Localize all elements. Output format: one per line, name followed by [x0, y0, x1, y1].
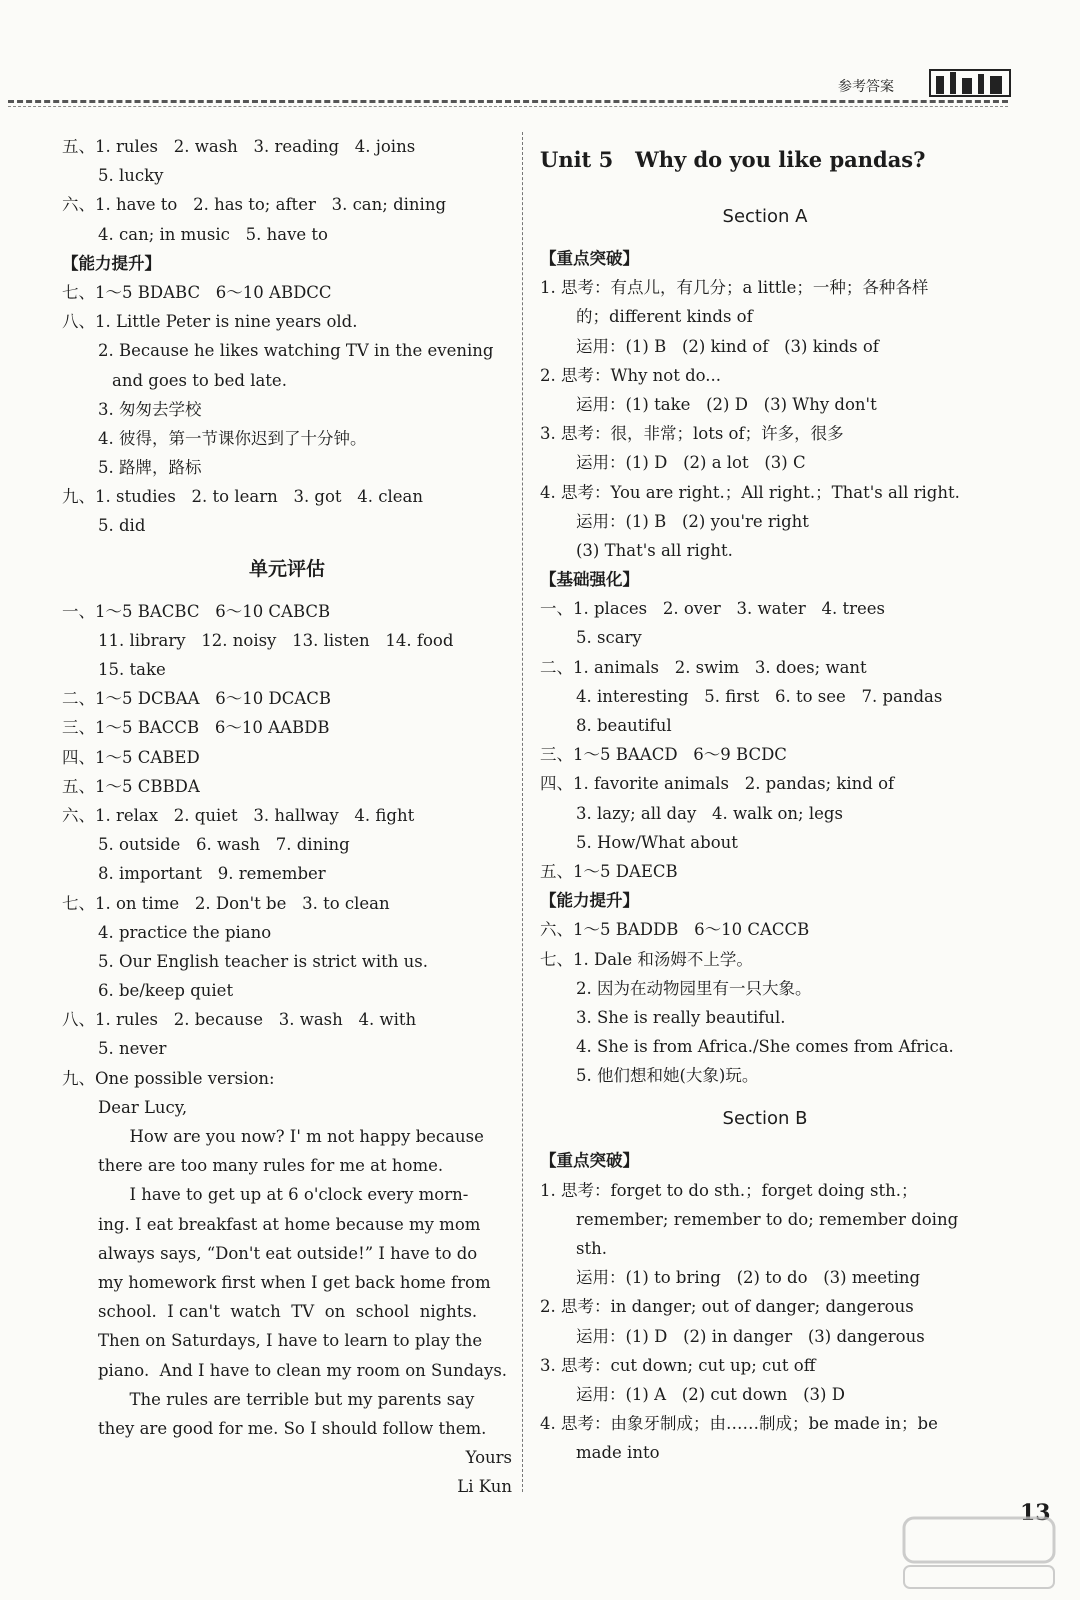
- left-line: 5. Our English teacher is strict with us.: [98, 951, 429, 971]
- right-line: 4. 思考：You are right.；All right.；That's all right.: [540, 482, 960, 502]
- right-line: 5. scary: [576, 628, 642, 648]
- right-line: 3. 思考：很，非常；lots of；许多，很多: [540, 424, 844, 444]
- left-line: school. I can't watch TV on school nights.: [98, 1302, 478, 1322]
- right-line: 1. 思考：有点儿，有几分；a little；一种；各种各样: [540, 278, 929, 298]
- right-line: 运用：(1) take (2) D (3) Why don't: [576, 394, 877, 414]
- right-line: 3. 思考：cut down; cut up; cut off: [540, 1355, 816, 1375]
- left-line: there are too many rules for me at home.: [98, 1156, 444, 1176]
- right-line: 运用：(1) B (2) you're right: [576, 511, 809, 531]
- left-line: 单元评估: [248, 557, 325, 580]
- left-line: 三、1～5 BACCB 6～10 AABDB: [62, 718, 330, 738]
- left-line: 五、1. rules 2. wash 3. reading 4. joins: [62, 137, 416, 156]
- left-line: 8. important 9. remember: [98, 864, 326, 884]
- left-line: they are good for me. So I should follow them.: [98, 1418, 487, 1438]
- left-line: 4. 彼得，第一节课你迟到了十分钟。: [98, 428, 367, 448]
- left-line: 九、One possible version:: [62, 1068, 275, 1088]
- left-line: 六、1. relax 2. quiet 3. hallway 4. fight: [62, 805, 415, 825]
- right-line: 三、1～5 BAACD 6～9 BCDC: [540, 745, 787, 765]
- right-line: sth.: [576, 1239, 607, 1258]
- right-line: 3. She is really beautiful.: [576, 1007, 786, 1027]
- left-line: 6. be/keep quiet: [98, 981, 234, 1001]
- left-line: 八、1. rules 2. because 3. wash 4. with: [62, 1010, 417, 1030]
- left-line: and goes to bed late.: [112, 370, 287, 390]
- right-line: 2. 因为在动物园里有一只大象。: [576, 978, 812, 998]
- header-decoration-icon: [928, 66, 1012, 100]
- right-line: 运用：(1) B (2) kind of (3) kinds of: [576, 336, 879, 356]
- left-line: Then on Saturdays, I have to learn to play the: [98, 1331, 483, 1351]
- left-line: How are you now? I' m not happy because: [98, 1127, 484, 1146]
- right-line: 5. How/What about: [576, 832, 738, 852]
- left-line: 5. never: [98, 1039, 167, 1059]
- right-line: 二、1. animals 2. swim 3. does; want: [540, 657, 867, 677]
- header-rule-secondary: [8, 106, 1008, 107]
- left-line: 5. lucky: [98, 166, 164, 186]
- right-line: 【重点突破】: [540, 1151, 639, 1171]
- right-line: Section B: [722, 1108, 808, 1130]
- left-line: ing. I eat breakfast at home because my mom: [98, 1214, 481, 1234]
- right-line: 1. 思考：forget to do sth.；forget doing sth.；: [540, 1180, 918, 1200]
- right-line: 六、1～5 BADDB 6～10 CACCB: [540, 920, 810, 940]
- left-line: Li Kun: [457, 1477, 512, 1497]
- right-line: 3. lazy; all day 4. walk on; legs: [576, 803, 843, 823]
- right-line: Section A: [722, 206, 808, 227]
- left-line: 四、1～5 CABED: [62, 747, 200, 767]
- left-line: 4. practice the piano: [98, 922, 272, 942]
- left-line: 七、1. on time 2. Don't be 3. to clean: [62, 893, 390, 913]
- left-line: The rules are terrible but my parents say: [98, 1389, 475, 1409]
- left-line: 一、1～5 BACBC 6～10 CABCB: [62, 601, 331, 621]
- right-line: 8. beautiful: [576, 716, 672, 735]
- left-line: always says, “Don't eat outside!” I have to do: [98, 1243, 478, 1263]
- left-line: my homework first when I get back home from: [98, 1272, 491, 1292]
- left-line: 二、1～5 DCBAA 6～10 DCACB: [62, 689, 332, 709]
- left-line: piano. And I have to clean my room on Sundays.: [98, 1360, 508, 1380]
- header-rule: [8, 100, 1008, 103]
- left-column: [62, 132, 512, 1501]
- left-line: 八、1. Little Peter is nine years old.: [62, 312, 358, 332]
- right-line: Unit 5 Why do you like pandas?: [540, 147, 926, 172]
- right-line: 4. She is from Africa./She comes from Africa.: [576, 1037, 954, 1057]
- right-line: 4. 思考：由象牙制成；由……制成；be made in；be: [540, 1414, 938, 1434]
- left-line: Dear Lucy,: [98, 1097, 188, 1117]
- header-title: 参考答案: [838, 79, 894, 95]
- left-line: 4. can; in music 5. have to: [98, 224, 328, 244]
- right-line: 的；different kinds of: [576, 307, 753, 327]
- right-line: 【能力提升】: [540, 891, 639, 911]
- left-line: 5. did: [98, 516, 146, 536]
- right-line: made into: [576, 1443, 660, 1463]
- column-divider: [522, 132, 523, 1492]
- left-line: 5. 路牌，路标: [98, 458, 202, 478]
- left-line: Yours: [465, 1448, 512, 1468]
- right-line: 运用：(1) to bring (2) to do (3) meeting: [576, 1268, 921, 1288]
- right-line: 五、1～5 DAECB: [540, 861, 678, 881]
- right-line: 运用：(1) D (2) a lot (3) C: [576, 453, 806, 473]
- page-number: 13: [1020, 1500, 1051, 1526]
- left-line: 六、1. have to 2. has to; after 3. can; dining: [62, 195, 447, 215]
- right-line: remember; remember to do; remember doing: [576, 1209, 959, 1229]
- left-line: 3. 匆匆去学校: [98, 399, 202, 419]
- left-line: 11. library 12. noisy 13. listen 14. food: [98, 630, 454, 650]
- right-line: 七、1. Dale 和汤姆不上学。: [540, 949, 753, 969]
- left-line: 七、1～5 BDABC 6～10 ABDCC: [62, 282, 332, 302]
- right-line: (3) That's all right.: [576, 540, 733, 560]
- right-line: 运用：(1) D (2) in danger (3) dangerous: [576, 1326, 925, 1346]
- right-line: 一、1. places 2. over 3. water 4. trees: [540, 599, 885, 619]
- left-line: 15. take: [98, 660, 166, 679]
- left-line: 5. outside 6. wash 7. dining: [98, 835, 350, 855]
- left-line: 【能力提升】: [62, 253, 161, 273]
- left-line: I have to get up at 6 o'clock every morn-: [98, 1185, 469, 1205]
- right-line: 4. interesting 5. first 6. to see 7. pandas: [576, 686, 943, 706]
- right-line: 【基础强化】: [540, 570, 639, 590]
- left-line: 五、1～5 CBBDA: [62, 776, 200, 796]
- right-line: 四、1. favorite animals 2. pandas; kind of: [540, 774, 895, 794]
- left-line: 2. Because he likes watching TV in the evening: [98, 341, 494, 361]
- right-line: 运用：(1) A (2) cut down (3) D: [576, 1384, 845, 1404]
- right-line: 2. 思考：Why not do...: [540, 365, 722, 385]
- page-header: [0, 0, 1080, 110]
- right-line: 【重点突破】: [540, 249, 639, 268]
- right-line: 5. 他们想和她(大象)玩。: [576, 1066, 759, 1086]
- right-column: [540, 132, 990, 1468]
- left-line: 九、1. studies 2. to learn 3. got 4. clean: [62, 487, 424, 507]
- right-line: 2. 思考：in danger; out of danger; dangerous: [540, 1297, 914, 1317]
- watermark-logo: [890, 1512, 1068, 1592]
